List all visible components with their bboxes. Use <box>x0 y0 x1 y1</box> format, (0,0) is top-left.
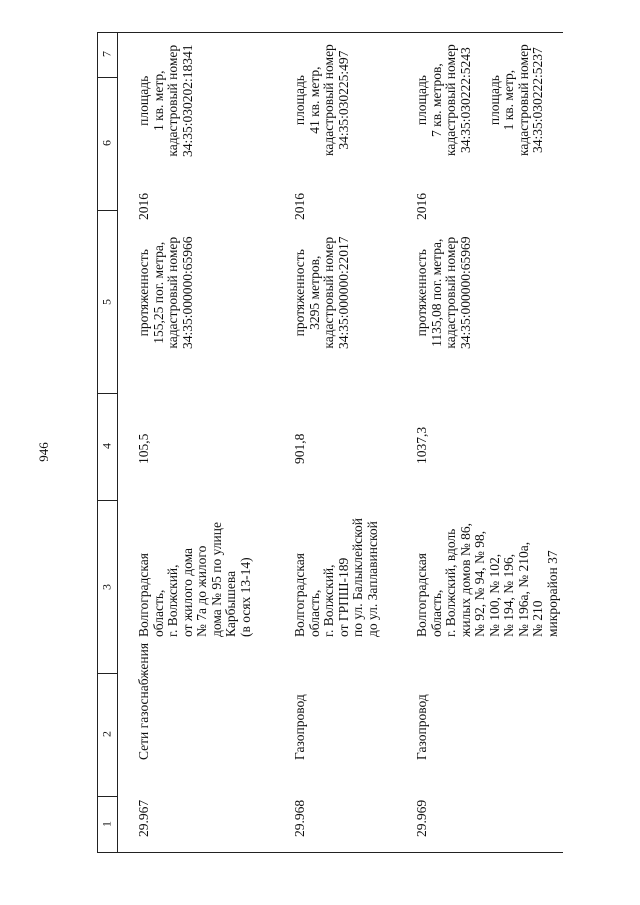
object-address-line: Карбышева <box>223 570 238 637</box>
header-col-2: 2 <box>99 731 114 737</box>
header-col-1: 1 <box>99 821 114 827</box>
object-specs-line: 3295 метров, <box>306 255 322 330</box>
header-col-7: 7 <box>99 51 114 57</box>
object-address <box>137 522 253 637</box>
object-specs-line: протяженность <box>414 248 429 336</box>
object-name <box>293 694 308 760</box>
object-address-line: от жилого дома <box>179 547 195 637</box>
object-notes-line: 34:35:030225:497 <box>335 50 351 150</box>
object-address-line: Волгоградская <box>292 553 307 637</box>
object-notes-line <box>473 44 488 156</box>
object-value <box>415 427 430 464</box>
object-value-line: 901,8 <box>292 433 307 464</box>
row-number <box>293 800 308 837</box>
object-specs-line: 1135,08 пог. метра, <box>428 238 444 347</box>
header-sep-5-6 <box>97 210 117 211</box>
object-address-line: № 7а до жилого <box>194 545 209 637</box>
table-border-left <box>97 852 563 853</box>
object-value <box>137 434 152 464</box>
object-year-line: 2016 <box>292 193 307 220</box>
object-address-line: до ул. Заплавинской <box>364 521 380 637</box>
object-specs-line: 34:35:000000:65966 <box>179 235 195 349</box>
row-number-line: 29.969 <box>414 799 429 837</box>
object-notes <box>293 44 351 156</box>
object-address-line: № 194, № 196, <box>501 553 516 637</box>
object-address-line: № 92, № 94, № 98, <box>472 530 487 637</box>
object-specs <box>293 236 351 349</box>
object-notes-line: 34:35:030222:5243 <box>457 47 473 153</box>
object-address-line: г. Волжский, <box>321 564 336 637</box>
object-address <box>293 518 380 637</box>
object-notes-line: площадь <box>486 75 502 126</box>
object-name-line: Сети газоснабжения <box>136 642 151 760</box>
object-value <box>293 434 308 464</box>
object-specs-line: кадастровый номер <box>165 236 180 349</box>
object-notes <box>415 44 546 156</box>
object-address-line: № 210 <box>530 600 545 637</box>
object-notes-line: площадь <box>414 75 429 126</box>
header-sep-3-4 <box>97 500 117 501</box>
object-notes <box>137 44 195 157</box>
object-year <box>137 193 152 220</box>
object-notes-line: кадастровый номер <box>165 44 180 157</box>
table-border-top <box>97 32 98 852</box>
object-notes-line: 41 кв. метр, <box>306 66 322 134</box>
page-number: 946 <box>36 442 51 462</box>
object-notes-line: площадь <box>292 75 307 126</box>
header-sep-1-2 <box>97 796 117 797</box>
object-year <box>415 193 430 220</box>
object-specs-line: 155,25 пог. метра, <box>150 241 166 344</box>
object-specs-line: кадастровый номер <box>443 236 458 349</box>
object-address-line: (в осях 13-14) <box>237 557 253 637</box>
object-address-line: г. Волжский, вдоль <box>443 528 458 637</box>
header-sep-6-7 <box>97 77 117 78</box>
object-name-line: Газопровод <box>414 694 429 760</box>
object-name <box>137 643 152 760</box>
row-number <box>137 800 152 837</box>
object-address-line: № 196а, № 210а, <box>515 541 531 637</box>
row-number <box>415 800 430 837</box>
object-notes-line: кадастровый номер <box>321 44 336 156</box>
object-notes-line: 1 кв. метр, <box>150 69 166 131</box>
object-address-line: область, <box>428 589 444 637</box>
row-number-line: 29.967 <box>136 799 151 837</box>
object-address-line: область, <box>150 589 166 637</box>
header-col-5: 5 <box>99 299 114 305</box>
object-notes-line: 7 кв. метров, <box>428 63 444 137</box>
object-address-line: г. Волжский, <box>165 564 180 637</box>
row-number-line: 29.968 <box>292 799 307 837</box>
header-sep-2-3 <box>97 673 117 674</box>
object-specs-line: 34:35:000000:65969 <box>457 235 473 349</box>
object-address-line: дома № 95 по улице <box>208 522 224 637</box>
object-value-line: 105,5 <box>136 433 151 464</box>
object-specs-line: протяженность <box>136 248 151 336</box>
header-col-3: 3 <box>99 584 114 590</box>
object-notes-line: кадастровый номер <box>515 44 531 156</box>
object-specs-line: 34:35:000000:22017 <box>335 235 351 349</box>
object-name-line: Газопровод <box>292 694 307 760</box>
object-notes-line: 1 кв. метр, <box>501 69 516 131</box>
object-specs <box>137 236 195 349</box>
header-sep-4-5 <box>97 393 117 394</box>
object-specs-line: протяженность <box>292 248 307 336</box>
object-address-line: микрорайон 37 <box>544 550 560 637</box>
object-specs-line: кадастровый номер <box>321 236 336 349</box>
object-notes-line: 34:35:030202:18341 <box>179 43 195 157</box>
object-value-line: 1037,3 <box>414 426 429 464</box>
object-notes-line: кадастровый номер <box>443 44 458 156</box>
header-col-4: 4 <box>99 443 114 449</box>
object-year-line: 2016 <box>136 193 151 220</box>
object-year-line: 2016 <box>414 193 429 220</box>
header-col-6: 6 <box>99 140 114 146</box>
object-address-line: жилых домов № 86, <box>457 522 473 637</box>
object-notes-line: 34:35:030222:5237 <box>530 47 545 153</box>
object-address-line: область, <box>306 589 322 637</box>
object-notes-line: площадь <box>136 75 151 126</box>
object-address-line: от ГРПШ-189 <box>335 557 351 637</box>
object-name <box>415 694 430 760</box>
table-border-right <box>97 32 563 33</box>
header-row-divider <box>117 32 118 852</box>
object-specs <box>415 236 473 349</box>
object-address-line: Волгоградская <box>136 553 151 637</box>
object-address-line: № 100, № 102, <box>486 553 502 637</box>
object-address-line: Волгоградская <box>414 553 429 637</box>
object-address-line: по ул. Балыклейской <box>350 517 365 637</box>
object-address <box>415 523 560 637</box>
object-year <box>293 193 308 220</box>
